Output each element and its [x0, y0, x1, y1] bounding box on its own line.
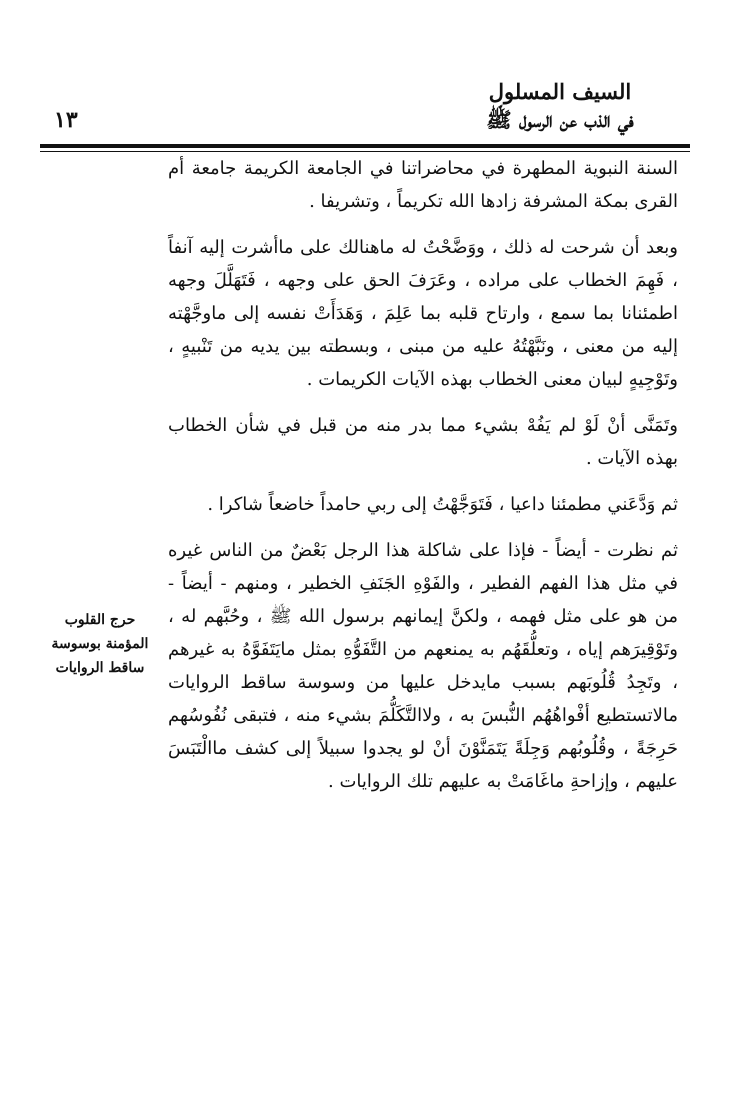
margin-note-line1: حرج القلوب: [64, 612, 136, 628]
paragraph-2: وبعد أن شرحت له ذلك ، ووَضَّحْتُ له ماهنالك على ماأشرت إليه آنفاً ، فَهِمَ الخطاب على مراده ، وعَرَفَ الحق على وجهه ، فَتَهَلَّلَ وجهه اطمئنانا بما سمع ، وارتاح قلبه بما عَلِمَ ، وَهَدَأَتْ نفسه إلى ماوجَّهْته إليه من معنى ، ونَبَّهْتُهُ عليه من مبنى ، وبسطته بين يديه من تَنْبيهٍ ، وتَوْجِيهٍ لبيان معنى الخطاب بهذه الآيات الكريمات .: [168, 237, 678, 390]
header-rule-thick: [40, 144, 690, 148]
main-text: [168, 152, 678, 798]
page-header: [40, 78, 690, 142]
paragraph-3: وتَمَنَّى أنْ لَوْ لم يَفُهْ بشيء مما بدر منه من قبل في شأن الخطاب بهذه الآيات .: [168, 415, 678, 469]
margin-note-line2: المؤمنة بوسوسة: [51, 636, 149, 652]
running-title-line1: السيف المسلول: [488, 79, 632, 104]
paragraph-5: ثم نظرت - أيضاً - فإذا على شاكلة هذا الرجل بَعْضٌ من الناس غيره في مثل هذا الفهم الفطير ، والفَوْهِ الجَنَفِ الخطير ، ومنهم - أيضاً - من هو على مثل فهمه ، ولكنَّ إيمانهم برسول الله ﷺ ، وحُبَّهم له ، وتَوْقِيرَهم إياه ، وتعلُّقَهُم به يمنعهم من التَّفَوُّهِ بمثل مايَتَفَوَّهُ به غيرهم ، وتَجِدُ قُلُوبَهم بسبب مايدخل عليها من وسوسة ساقط الروايات مالاتستطيع أفْواهُهُم النُّبسَ به ، ولاالتَّكَلُّمَ بشيء منه ، فتبقى نُفُوسُهم حَرِجَةً ، وقُلُوبُهم وَجِلَةً يَتَمَنَّوْنَ أنْ لو يجدوا سبيلاً إلى كشف ماالْتَبَسَ عليهم ، وإزاحةِ ماغَامَتْ به عليهم تلك الروايات .: [168, 540, 678, 792]
running-title: [430, 78, 690, 134]
running-title-line2: في الذب عن الرسول ﷺ: [486, 107, 634, 132]
paragraph-1: السنة النبوية المطهرة في محاضراتنا في الجامعة الكريمة جامعة أم القرى بمكة المشرفة زادها الله تكريماً ، وتشريفا .: [168, 158, 678, 212]
paragraph-4: ثم وَدَّعَني مطمئنا داعيا ، فَتَوَجَّهْتُ إلى ربي حامداً خاضعاً شاكرا .: [207, 494, 678, 515]
margin-note-line3: ساقط الروايات: [55, 660, 145, 676]
margin-note: [36, 608, 164, 680]
page-number: ١٣: [54, 107, 78, 133]
